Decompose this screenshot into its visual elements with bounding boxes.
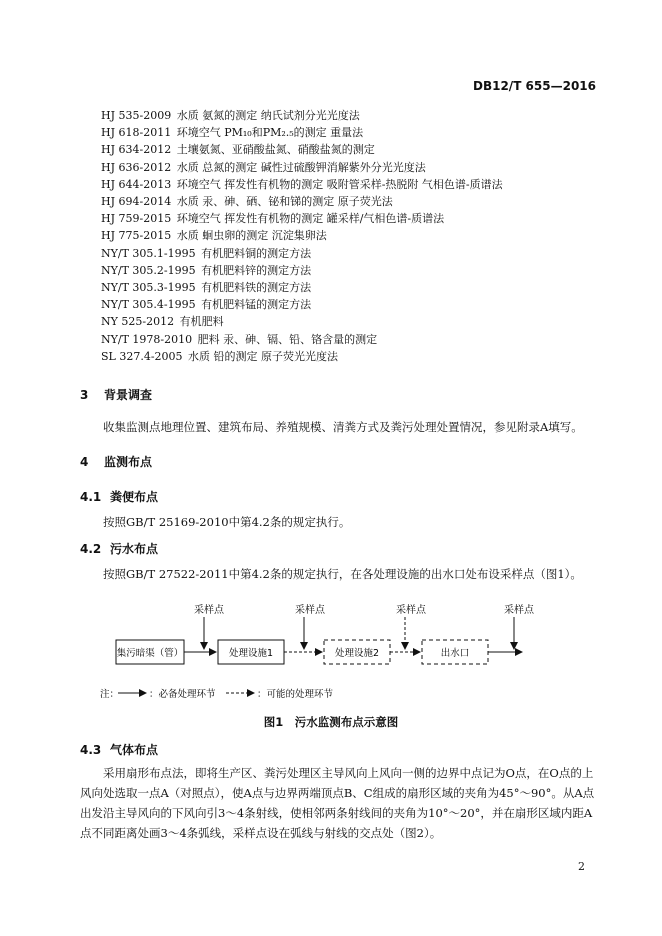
wastewater-flow-diagram (96, 600, 576, 710)
reference-title: 有机肥料铁的测定方法 (201, 281, 312, 295)
reference-code: HJ 694-2014 (101, 195, 172, 209)
legend-note-prefix: 注： (100, 689, 120, 700)
box-outlet-label: 出水口 (440, 648, 470, 659)
reference-title: 土壤氨氮、亚硝酸盐氮、硝酸盐氮的测定 (176, 143, 375, 157)
reference-title: 环境空气 PM₁₀和PM₂.₅的测定 重量法 (176, 126, 364, 140)
legend-solid-label: ：必备处理环节 (149, 689, 216, 700)
reference-title: 水质 汞、砷、硒、铋和锑的测定 原子荧光法 (176, 195, 393, 209)
reference-item (101, 331, 503, 348)
page-number: 2 (578, 860, 585, 873)
section-4-3-heading (80, 741, 158, 758)
section-3-heading (80, 386, 152, 403)
reference-item (101, 210, 503, 227)
box-collection-channel-label: 集污暗渠（管） (116, 648, 184, 659)
reference-code: HJ 535-2009 (101, 109, 172, 122)
section-4-2-heading (80, 540, 158, 557)
reference-item (101, 159, 503, 176)
reference-title: 有机肥料锌的测定方法 (201, 263, 312, 277)
reference-code: HJ 634-2012 (101, 143, 172, 157)
reference-item (101, 262, 503, 279)
reference-title: 水质 氨氮的测定 纳氏试剂分光光度法 (176, 109, 360, 122)
reference-code: HJ 775-2015 (101, 229, 172, 243)
reference-title: 有机肥料铜的测定方法 (201, 246, 312, 260)
sampling-label-2: 采样点 (295, 605, 325, 616)
section-title: 气体布点 (110, 743, 159, 757)
sampling-label-4: 采样点 (504, 605, 534, 616)
reference-item (101, 124, 503, 141)
reference-code: HJ 636-2012 (101, 160, 172, 174)
normative-reference-list (101, 107, 503, 365)
reference-title: 水质 总氮的测定 碱性过硫酸钾消解紫外分光光度法 (176, 160, 426, 174)
document-code: DB12/T 655—2016 (473, 79, 596, 93)
reference-item (101, 141, 503, 158)
reference-title: 水质 铅的测定 原子荧光光度法 (188, 349, 339, 363)
reference-item (101, 107, 503, 124)
reference-title: 有机肥料锰的测定方法 (201, 298, 312, 312)
section-title: 粪便布点 (110, 490, 159, 504)
box-facility-2-label: 处理设施2 (334, 648, 380, 659)
reference-code: HJ 644-2013 (101, 177, 172, 191)
figure-1-caption: 图1 污水监测布点示意图 (263, 715, 399, 729)
reference-code: NY/T 305.2-1995 (101, 263, 196, 277)
reference-item (101, 176, 503, 193)
section-number: 3 (80, 388, 89, 402)
sampling-label-3: 采样点 (396, 605, 426, 616)
reference-title: 环境空气 挥发性有机物的测定 吸附管采样-热脱附 气相色谱-质谱法 (176, 177, 503, 191)
reference-item (101, 296, 503, 313)
section-number: 4 (80, 455, 89, 469)
box-facility-1-label: 处理设施1 (228, 648, 274, 659)
reference-code: HJ 759-2015 (101, 212, 172, 226)
reference-code: NY/T 305.3-1995 (101, 281, 196, 295)
reference-code: NY/T 1978-2010 (101, 332, 193, 346)
reference-code: NY/T 305.1-1995 (101, 246, 196, 260)
section-title: 监测布点 (104, 455, 153, 469)
section-number: 4.1 (80, 490, 102, 504)
section-4-2-paragraph: 按照GB/T 27522-2011中第4.2条的规定执行，在各处理设施的出水口处布设采样点（图1）。 (103, 567, 582, 581)
section-4-1-heading (80, 488, 158, 505)
reference-title: 肥料 汞、砷、镉、铅、铬含量的测定 (197, 332, 378, 346)
reference-item (101, 245, 503, 262)
reference-item (101, 227, 503, 244)
reference-item (101, 279, 503, 296)
reference-code: SL 327.4-2005 (101, 349, 183, 363)
section-4-3-paragraph: 采用扇形布点法，即将生产区、粪污处理区主导风向上风向一侧的边界中点记为O点，在O点的上风向处选取一点A（对照点），使A点与边界两端顶点B、C组成的扇形区域的夹角为45°～90°。从A点出发沿主导风向的下风向引3～4条射线，使相邻两条射线间的夹角为10°～20°，并在扇形区域内距A点不同距离处画3～4条弧线，采样点设在弧线与射线的交点处（图2）。 (80, 766, 595, 840)
reference-code: NY 525-2012 (101, 315, 175, 329)
reference-title: 有机肥料 (179, 315, 224, 329)
section-number: 4.2 (80, 542, 102, 556)
section-4-heading (80, 453, 152, 470)
reference-code: HJ 618-2011 (101, 126, 172, 140)
section-3-paragraph: 收集监测点地理位置、建筑布局、养殖规模、清粪方式及粪污处理处置情况，参见附录A填写。 (103, 420, 583, 434)
section-4-1-paragraph: 按照GB/T 25169-2010中第4.2条的规定执行。 (103, 515, 351, 529)
section-number: 4.3 (80, 743, 102, 757)
section-title: 污水布点 (110, 542, 159, 556)
sampling-label-1: 采样点 (194, 605, 224, 616)
section-title: 背景调查 (104, 388, 153, 402)
reference-item (101, 193, 503, 210)
legend-dashed-label: ：可能的处理环节 (257, 689, 334, 700)
reference-code: NY/T 305.4-1995 (101, 298, 196, 312)
reference-title: 环境空气 挥发性有机物的测定 罐采样/气相色谱-质谱法 (176, 212, 445, 226)
reference-item (101, 313, 503, 330)
reference-item (101, 348, 503, 365)
reference-title: 水质 蛔虫卵的测定 沉淀集卵法 (176, 229, 327, 243)
